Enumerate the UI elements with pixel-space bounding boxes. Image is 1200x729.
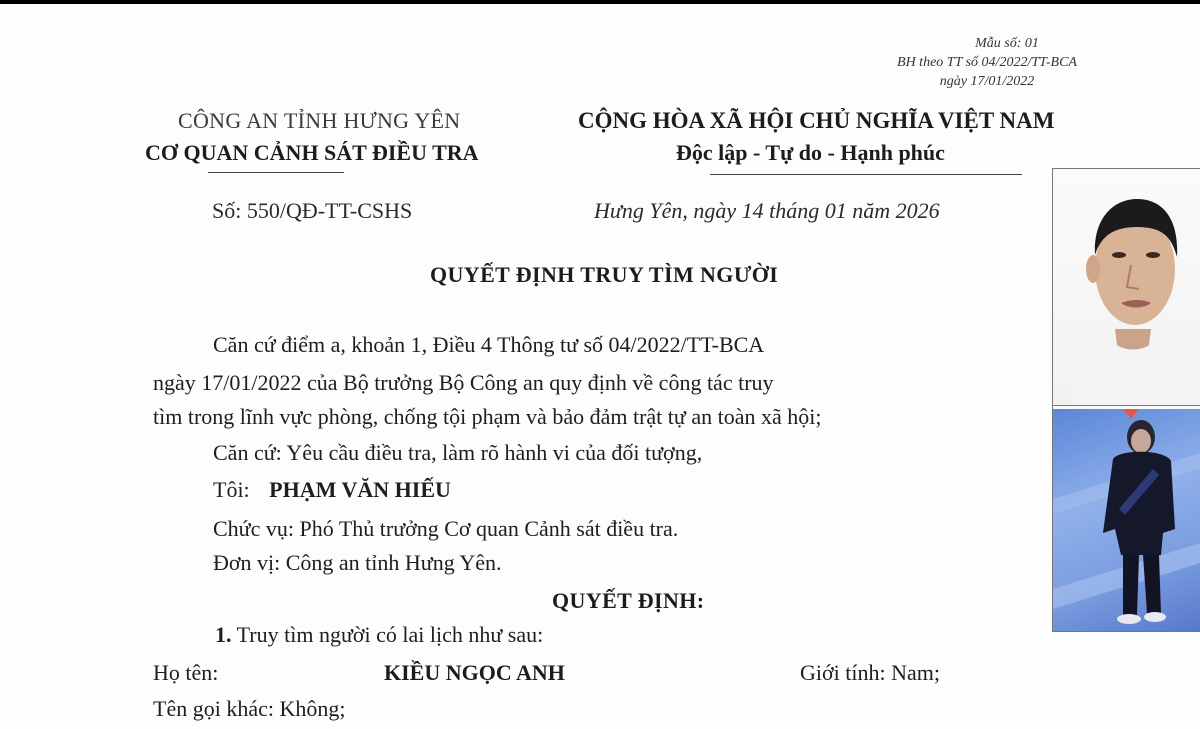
- nation-name: CỘNG HÒA XÃ HỘI CHỦ NGHĨA VIỆT NAM: [578, 108, 1055, 133]
- issuer-unit: Đơn vị: Công an tỉnh Hưng Yên.: [213, 550, 502, 575]
- subject-alias: Tên gọi khác: Không;: [153, 696, 346, 721]
- document-title: QUYẾT ĐỊNH TRUY TÌM NGƯỜI: [430, 262, 779, 287]
- left-header-underline: [208, 172, 344, 173]
- person-portrait-icon: [1053, 169, 1200, 405]
- form-note-line2: BH theo TT số 04/2022/TT-BCA: [897, 55, 1077, 70]
- issuer-position: Chức vụ: Phó Thủ trưởng Cơ quan Cảnh sát điều tra.: [213, 516, 679, 541]
- national-motto: Độc lập - Tự do - Hạnh phúc: [676, 140, 945, 165]
- item-1-text: Truy tìm người có lai lịch như sau:: [236, 622, 544, 647]
- basis-line-4: Căn cứ: Yêu cầu điều tra, làm rõ hành vi của đối tượng,: [213, 440, 703, 465]
- issuer-label: Tôi:: [213, 477, 250, 502]
- decision-heading: QUYẾT ĐỊNH:: [552, 588, 705, 613]
- department-name: CƠ QUAN CẢNH SÁT ĐIỀU TRA: [145, 140, 479, 165]
- basis-line-1: Căn cứ điểm a, khoản 1, Điều 4 Thông tư số 04/2022/TT-BCA: [213, 332, 765, 357]
- person-full-body-icon: [1053, 409, 1200, 631]
- cctv-photo: [1053, 409, 1200, 631]
- issuer-name: PHẠM VĂN HIẾU: [269, 477, 451, 502]
- subject-gender: Giới tính: Nam;: [800, 660, 940, 685]
- form-note-line3: ngày 17/01/2022: [939, 74, 1035, 89]
- form-note: [872, 36, 1102, 90]
- item-1: [215, 622, 543, 648]
- basis-line-2: ngày 17/01/2022 của Bộ trưởng Bộ Công an quy định về công tác truy: [153, 370, 774, 395]
- subject-name: KIỀU NGỌC ANH: [384, 660, 565, 685]
- place-and-date: Hưng Yên, ngày 14 tháng 01 năm 2026: [594, 198, 940, 223]
- photo-frame: [1052, 168, 1200, 632]
- subject-name-label: Họ tên:: [153, 660, 219, 685]
- issuer-row: [213, 477, 451, 503]
- item-1-number: 1.: [215, 622, 232, 647]
- top-edge-bar: [0, 0, 1200, 4]
- right-header-underline: [710, 174, 1022, 175]
- basis-line-3: tìm trong lĩnh vực phòng, chống tội phạm và bảo đảm trật tự an toàn xã hội;: [153, 404, 822, 429]
- document-number: Số: 550/QĐ-TT-CSHS: [212, 198, 413, 223]
- agency-name: CÔNG AN TỈNH HƯNG YÊN: [178, 108, 461, 133]
- form-note-line1: Mẫu số: 01: [975, 36, 1039, 51]
- portrait-photo: [1053, 169, 1200, 406]
